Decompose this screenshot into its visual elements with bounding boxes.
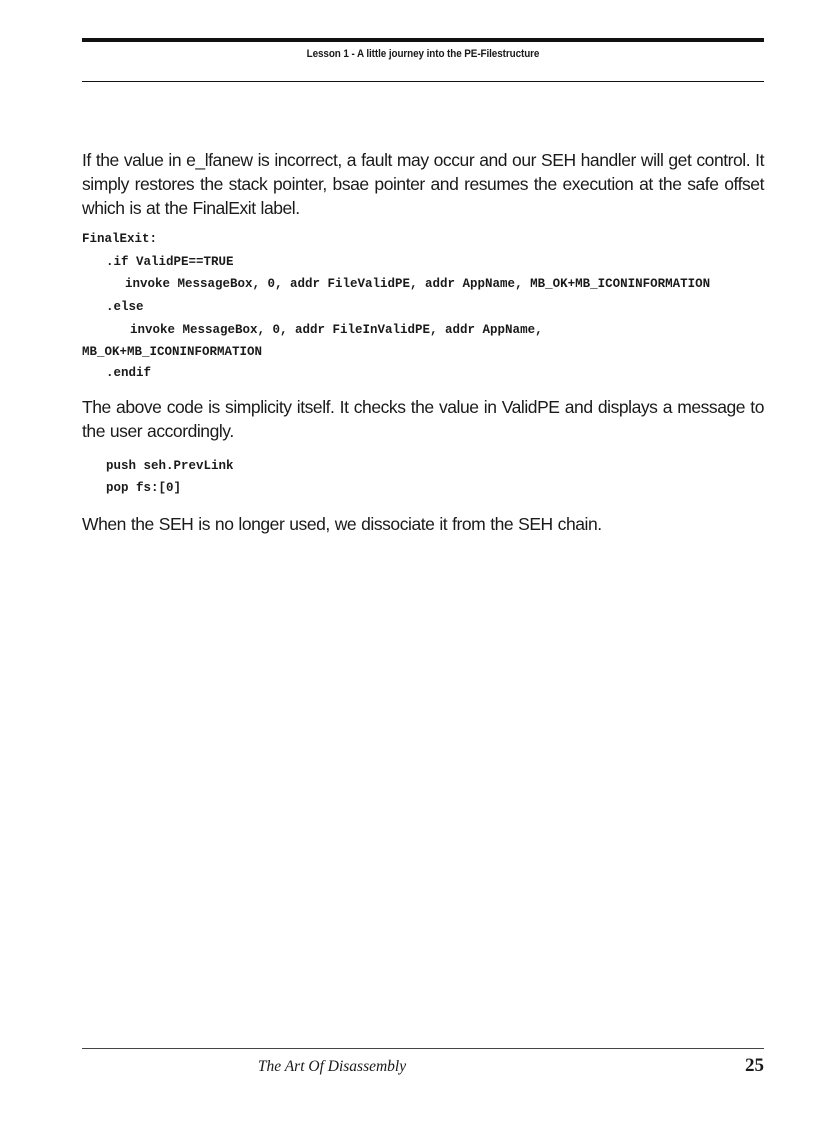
page-number: 25 bbox=[745, 1055, 764, 1076]
paragraph-seh-dissociate: When the SEH is no longer used, we dissociate it from the SEH chain. bbox=[82, 513, 602, 534]
code-line: invoke MessageBox, 0, addr FileValidPE, addr AppName, MB_OK+MB_ICONINFORMATION bbox=[125, 277, 711, 291]
running-head: Lesson 1 - A little journey into the PE-Filestructure bbox=[306, 48, 540, 60]
code-line: MB_OK+MB_ICONINFORMATION bbox=[82, 345, 263, 359]
header-rule-top bbox=[82, 38, 764, 42]
paragraph-seh-explanation: If the value in e_lfanew is incorrect, a fault may occur and our SEH handler will get control. It simply restores the stack pointer, bsae pointer and resumes the execution at the safe offset which is at the FinalExit label. bbox=[82, 150, 764, 218]
code-block-seh-unlink bbox=[82, 455, 764, 500]
footer-rule bbox=[82, 1048, 764, 1049]
code-block-finalexit bbox=[82, 228, 764, 385]
page-content bbox=[82, 148, 764, 536]
code-line: .if ValidPE==TRUE bbox=[106, 254, 234, 269]
header-rule-bottom bbox=[82, 81, 764, 82]
code-line: .else bbox=[106, 299, 144, 314]
code-line: .endif bbox=[106, 366, 152, 380]
code-line: invoke MessageBox, 0, addr FileInValidPE, addr AppName, bbox=[130, 323, 543, 337]
code-line: pop fs:[0] bbox=[106, 481, 182, 495]
code-line: FinalExit: bbox=[82, 232, 158, 246]
footer-book-title: The Art Of Disassembly bbox=[257, 1058, 407, 1075]
code-line: push seh.PrevLink bbox=[106, 458, 234, 473]
paragraph-code-summary: The above code is simplicity itself. It checks the value in ValidPE and displays a message to the user accordingly. bbox=[82, 396, 764, 441]
